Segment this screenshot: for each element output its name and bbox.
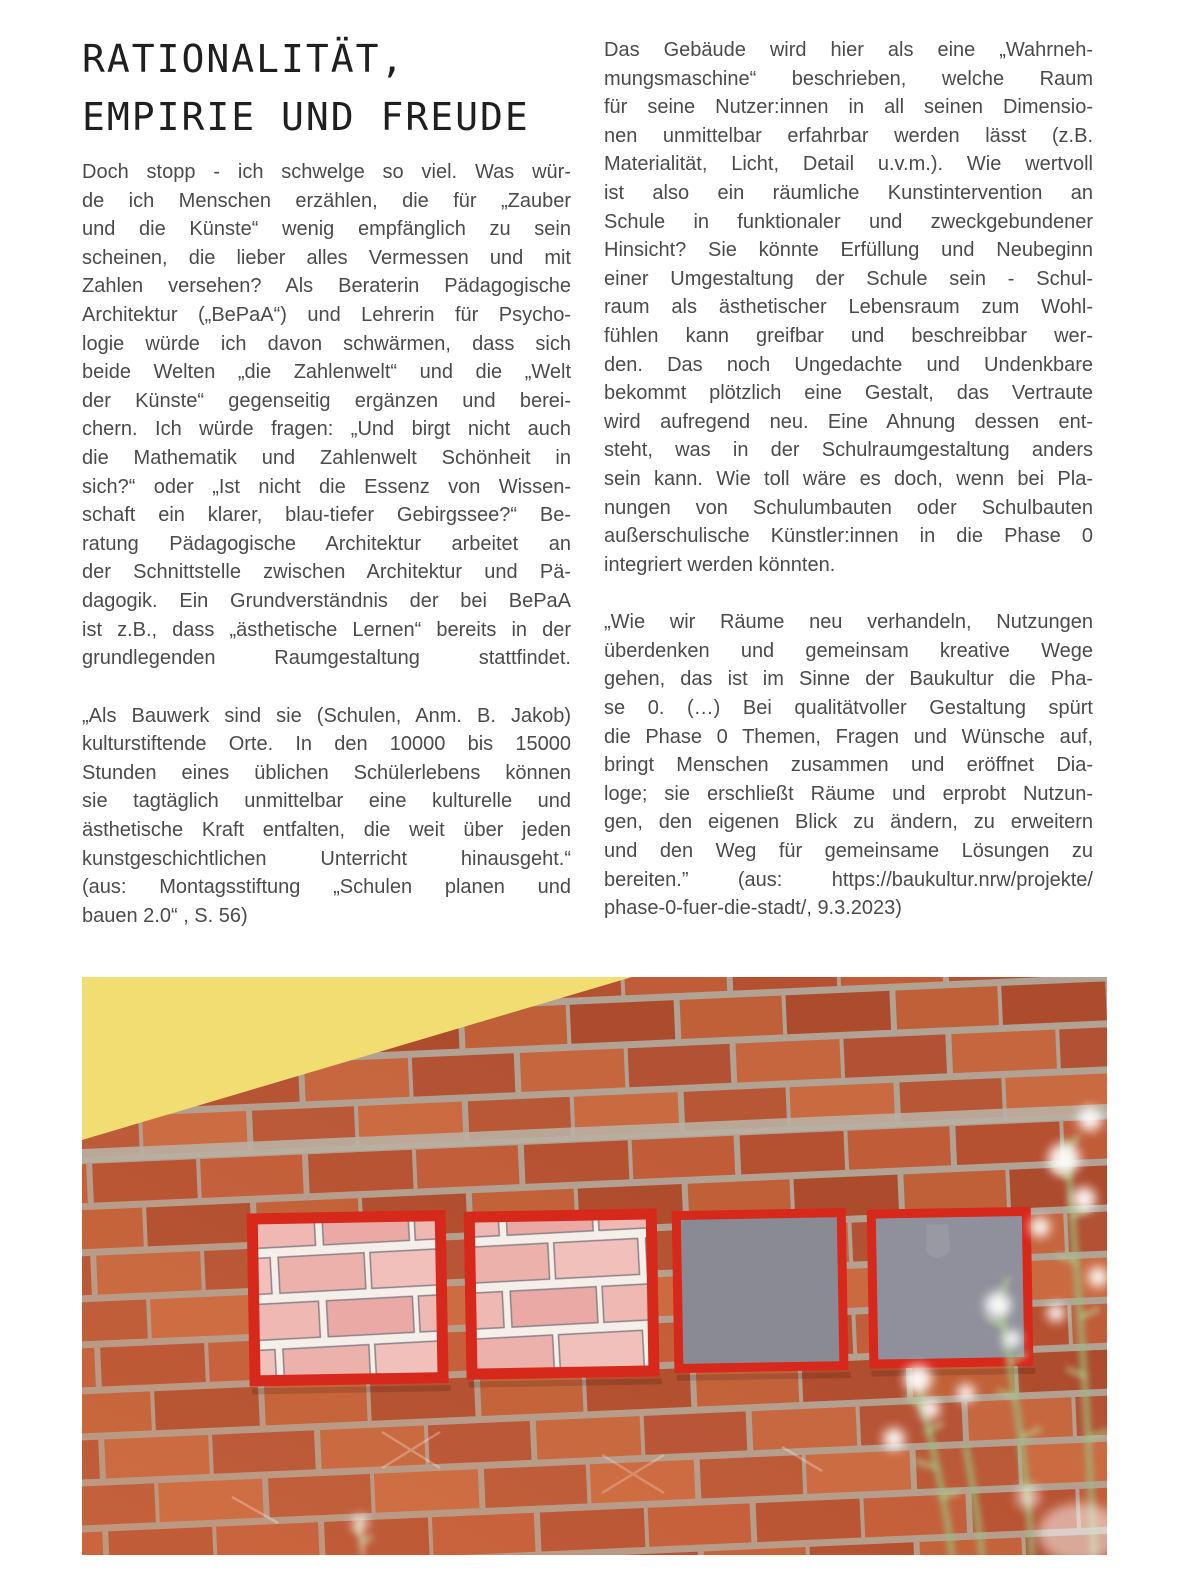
text-line: gen, den eigenen Blick zu ändern, zu erweitern [604,811,1093,834]
text-line: mungsmaschine“ beschrieben, welche Raum [604,67,1093,90]
text-line: den. Das noch Ungedachte und Undenkbare [604,353,1093,376]
text-line: chern. Ich würde fragen: „Und birgt nicht auch [82,418,571,441]
text-line: bereiten.” (aus: https://baukultur.nrw/projekte/ [604,868,1093,891]
text-line: die Mathematik und Zahlenwelt Schönheit in [82,446,571,469]
text-line: ästhetische Kraft entfalten, die weit über jeden [82,819,571,842]
text-line: EMPIRIE UND FREUDE [82,95,530,139]
text-line: Hinsicht? Sie könnte Erfüllung und Neubeginn [604,239,1093,262]
text-line: ratung Pädagogische Architektur arbeitet an [82,532,571,555]
text-line: fühlen kann greifbar und beschreibbar wer- [604,324,1093,347]
text-line: RATIONALITÄT, [82,37,406,81]
text-line: scheinen, die lieber alles Vermessen und mit [82,246,571,269]
text-line: ist z.B., dass „ästhetische Lernen“ bereits in der [82,618,571,641]
grey-panel-1 [681,1217,839,1364]
panel-peel-mark [926,1224,951,1258]
text-line: Das Gebäude wird hier als eine „Wahrneh- [604,39,1093,61]
text-line: überdenken und gemeinsam kreative Wege [604,639,1093,662]
text-line: und den Weg für gemeinsame Lösungen zu [604,840,1093,863]
text-line: bringt Menschen zusammen und eröffnet Dia- [604,754,1093,777]
text-line: und die Künste“ wenig empfänglich zu sein [82,218,571,241]
text-line: Stunden eines üblichen Schülerlebens können [82,761,571,784]
text-line: bauen 2.0“ , S. 56) [82,904,248,927]
paragraph-right-1 [604,36,1093,579]
text-line: Doch stopp - ich schwelge so viel. Was wür- [82,161,571,183]
text-line: sich?“ oder „Ist nicht die Essenz von Wissen- [82,475,571,498]
text-line: grundlegenden Raumgestaltung stattfindet. [82,647,571,670]
text-line: der Schnittstelle zwischen Architektur und Pä- [82,561,571,584]
photo-brick-wall-with-frames [82,977,1107,1555]
text-line: nen unmittelbar erfahrbar werden lässt (z.B. [604,124,1093,147]
frame-art-pink-2 [475,1220,649,1369]
text-line: Materialität, Licht, Detail u.v.m.). Wie wertvoll [604,153,1093,176]
text-line: steht, was in der Schulraumgestaltung anders [604,439,1093,462]
paragraph-left-2-quote [82,702,571,931]
text-line: beide Welten „die Zahlenwelt“ und die „Welt [82,361,571,384]
text-line: dagogik. Ein Grundverständnis der bei BePaA [82,589,571,612]
text-line: ist also ein räumliche Kunstintervention an [604,181,1093,204]
text-line: die Phase 0 Themen, Fragen und Wünsche auf, [604,725,1093,748]
text-line: bekommt plötzlich eine Gestalt, das Vertraute [604,382,1093,405]
text-line: phase-0-fuer-die-stadt/, 9.3.2023) [604,897,902,920]
text-line: logie würde ich davon schwärmen, dass sich [82,332,571,355]
text-line: (aus: Montagsstiftung „Schulen planen und [82,876,571,899]
text-line: außerschulische Künstler:innen in die Phase 0 [604,525,1093,548]
text-line: Architektur („BePaA“) und Lehrerin für Psycho- [82,303,571,326]
frame-art-pink-1 [258,1221,438,1375]
text-line: sie tagtäglich unmittelbar eine kulturelle und [82,790,571,813]
text-line: gehen, das ist im Sinne der Baukultur die Pha- [604,668,1093,691]
column-right [604,36,1093,923]
text-line: Schule in funktionaler und zweckgebundener [604,210,1093,233]
paragraph-right-2-quote [604,608,1093,923]
text-line: kulturstiftende Orte. In den 10000 bis 15000 [82,733,571,756]
text-line: nungen von Schulumbauten oder Schulbauten [604,496,1093,519]
text-line: kunstgeschichtlichen Unterricht hinausgeht.“ [82,847,571,870]
text-line: de ich Menschen erzählen, die für „Zauber [82,189,571,212]
text-line: für seine Nutzer:innen in all seinen Dimensio- [604,96,1093,119]
page-title [82,30,530,146]
column-left [82,158,571,930]
text-line: „Als Bauwerk sind sie (Schulen, Anm. B. Jakob) [82,704,571,727]
text-line: sein kann. Wie toll wäre es doch, wenn bei Pla- [604,467,1093,490]
text-line: integriert werden könnten. [604,553,836,576]
text-line: Zahlen versehen? Als Beraterin Pädagogische [82,275,571,298]
text-line: wird aufregend neu. Eine Ahnung dessen ent- [604,410,1093,433]
text-line: se 0. (…) Bei qualitätvoller Gestaltung spürt [604,697,1093,720]
text-line: einer Umgestaltung der Schule sein - Schul- [604,267,1093,290]
text-line: raum als ästhetischer Lebensraum zum Wohl- [604,296,1093,319]
text-line: loge; sie erschließt Räume und erprobt Nutzun- [604,782,1093,805]
text-line: schaft ein klarer, blau-tiefer Gebirgssee?“ Be- [82,504,571,527]
paragraph-left-1 [82,158,571,673]
text-line: der Künste“ gegenseitig ergänzen und berei- [82,389,571,412]
text-line: „Wie wir Räume neu verhandeln, Nutzungen [604,611,1093,634]
